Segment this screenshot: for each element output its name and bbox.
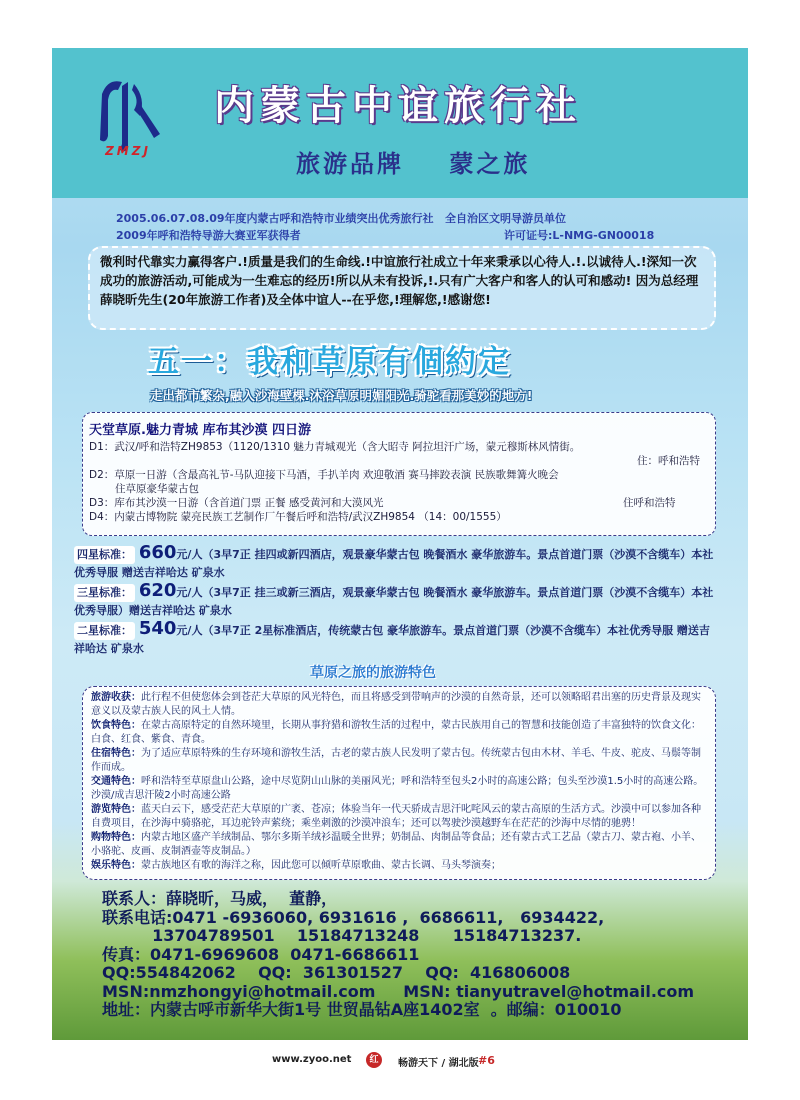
day-label: D4：	[89, 511, 115, 523]
day-label: D3：	[89, 497, 115, 509]
package-unit: 元/人	[176, 624, 203, 637]
intro-text: 微利时代靠实力赢得客户.!质量是我们的生命线.!中谊旅行社成立十年来秉承以心待人.!.以诚待人.!深知一次成功的旅游活动,可能成为一生难忘的经历!所以从未有投诉,!.只有广大客户和客人的认可和感动! 因为总经理薛晓昕先生(20年旅游工作者)及全体中谊人--在乎您,!理解您,!感谢您!	[100, 254, 699, 307]
contact-phone: 联系电话:0471 -6936060, 6931616 , 6686611, 6934422,	[102, 907, 605, 927]
package-four-star	[74, 544, 714, 582]
day-text: 草原一日游（含最高礼节-马队迎接下马酒，手扒羊肉 欢迎敬酒 赛马摔跤表演 民族歌舞篝火晚会	[114, 469, 559, 481]
feature-label: 住宿特色：	[91, 748, 141, 759]
flyer-page	[52, 48, 748, 1040]
itinerary-day	[89, 439, 580, 454]
feature-text: 在蒙古高原特定的自然环境里，长期从事狩猎和游牧生活的过程中，蒙古民族用自己的智慧和技能创造了丰富独特的饮食文化：白食、红食、紫食、青食。	[91, 720, 701, 745]
award-line-2: 2009年呼和浩特导游大赛亚军获得者	[116, 229, 301, 242]
contact-people: 联系人：薛晓昕，马威， 董静，	[102, 889, 338, 908]
package-price: 660	[138, 542, 177, 563]
feature-item	[91, 747, 707, 775]
itinerary-day-stay: 住草原豪华蒙古包	[115, 483, 199, 495]
feature-item	[91, 719, 707, 747]
contact-address: 地址：内蒙古呼市新华大街1号 世贸晶钻A座1402室 。邮编：010010	[102, 1000, 622, 1019]
package-two-star	[74, 620, 714, 658]
package-price: 620	[138, 580, 177, 601]
feature-item	[91, 859, 707, 873]
promo-title: 五一：我和草原有個約定	[148, 344, 511, 380]
features-box	[82, 686, 716, 880]
feature-item	[91, 831, 707, 859]
footer-red-icon: 红	[366, 1052, 382, 1068]
header-band	[52, 48, 748, 198]
license-number: 许可证号:L-NMG-GN00018	[504, 229, 655, 242]
package-tag: 三星标准：	[74, 584, 135, 602]
feature-item	[91, 803, 707, 831]
feature-text: 蓝天白云下，感受茫茫大草原的广袤、苍凉；体验当年一代天骄成吉思汗叱咤风云的蒙古高原的生活方式。沙漠中可以参加各种自费项目，在沙海中骑骆驼，耳边驼铃声萦绕；乘坐刺激的沙漠冲浪车；还可以驾驶沙漠越野车在茫茫的沙海中尽情的驰骋！	[91, 804, 701, 829]
contact-msn: MSN:nmzhongyi@hotmail.com MSN: tianyutravel@hotmail.com	[102, 981, 695, 1001]
feature-item	[91, 691, 707, 719]
day-text: 武汉/呼和浩特ZH9853（1120/1310 魅力青城观光（含大昭寺 阿拉坦汗广场，蒙元穆斯林风情街。	[114, 441, 581, 453]
feature-text: 内蒙古地区盛产羊绒制品、鄂尔多斯羊绒衫温暖全世界；奶制品、肉制品等食品；还有蒙古式工艺品（蒙古刀、蒙古袍、小羊、小骆驼、皮画、皮制酒壶等皮制品。）	[91, 832, 701, 857]
promo-subtitle: 走出都市繁杂,融入沙海壁棵.沐浴草原明媚阳光.骑驼看那美妙的地方!	[150, 388, 533, 403]
itinerary-day	[89, 467, 559, 482]
feature-text: 此行程不但使您体会到苍茫大草原的风光特色，而且将感受到带响声的沙漠的自然奇景，还可以领略昭君出塞的历史背景及现实意义以及蒙古族人民的风土人情。	[91, 692, 701, 717]
intro-box	[88, 246, 716, 330]
page-footer	[0, 1050, 800, 1080]
feature-text: 蒙古族地区有歌的海洋之称，因此您可以倾听草原歌曲、蒙古长调、马头琴演奏；	[141, 860, 501, 871]
day-label: D2：	[89, 469, 115, 481]
feature-label: 饮食特色：	[91, 720, 141, 731]
contact-mobile: 13704789501 15184713248 15184713237.	[102, 926, 582, 945]
feature-text: 为了适应草原特殊的生存环境和游牧生活，古老的蒙古族人民发明了蒙古包。传统蒙古包由木材、羊毛、牛皮、驼皮、马鬃等制作而成。	[91, 748, 701, 773]
footer-publication: 畅游天下 / 湖北版	[398, 1058, 479, 1069]
contact-fax: 传真：0471-6969608 0471-6686611	[102, 944, 420, 964]
brand-slogan: 旅游品牌 蒙之旅	[296, 149, 531, 178]
day-text: 内蒙古博物院 蒙亮民族工艺制作厂午餐后呼和浩特/武汉ZH9854 （14：00/1555）	[114, 511, 507, 523]
logo-wordmark: ZMZJ	[105, 144, 151, 158]
feature-label: 购物特色：	[91, 832, 141, 843]
day-label: D1：	[89, 441, 115, 453]
itinerary-day	[89, 495, 383, 510]
contact-block	[102, 890, 742, 1020]
feature-label: 娱乐特色：	[91, 860, 141, 871]
itinerary-day-stay: 住呼和浩特	[623, 497, 676, 509]
package-tag: 二星标准：	[74, 622, 135, 640]
feature-text: 呼和浩特至草原盘山公路，途中尽览阴山山脉的美丽风光；呼和浩特至包头2小时的高速公路；包头至沙漠1.5小时的高速公路。沙漠/成吉思汗陵2小时高速公路	[91, 776, 704, 801]
footer-website: www.zyoo.net	[272, 1054, 352, 1065]
feature-item	[91, 775, 707, 803]
itinerary-box	[82, 412, 716, 536]
itinerary-title: 天堂草原.魅力青城 库布其沙漠 四日游	[89, 423, 311, 438]
package-desc: （3早7正 挂三或新三酒店，观景豪华蒙古包 晚餐酒水 豪华旅游车。景点首道门票（沙漠不含缆车）本社优秀导服）赠送吉祥哈达 矿泉水	[74, 586, 714, 617]
feature-label: 游览特色：	[91, 804, 141, 815]
package-price: 540	[138, 618, 177, 639]
package-unit: 元/人	[176, 586, 203, 599]
itinerary-day	[89, 509, 507, 524]
feature-label: 旅游收获：	[91, 692, 141, 703]
package-desc: （3早7正 挂四或新四酒店，观景豪华蒙古包 晚餐酒水 豪华旅游车。景点首道门票（沙漠不含缆车）本社优秀导服 赠送吉祥哈达 矿泉水	[74, 548, 714, 579]
day-text: 库布其沙漠一日游（含首道门票 正餐 感受黄河和大漠风光	[114, 497, 384, 509]
features-title: 草原之旅的旅游特色	[310, 665, 436, 681]
feature-label: 交通特色：	[91, 776, 141, 787]
package-tag: 四星标准：	[74, 546, 135, 564]
package-unit: 元/人	[176, 548, 203, 561]
company-name: 内蒙古中谊旅行社	[214, 82, 582, 129]
package-desc: （3早7正 2星标准酒店，传统蒙古包 豪华旅游车。景点首道门票（沙漠不含缆车）本社优秀导服 赠送吉祥哈达 矿泉水	[74, 624, 710, 655]
contact-qq: QQ:554842062 QQ: 361301527 QQ: 416806008	[102, 963, 571, 982]
package-three-star	[74, 582, 714, 620]
footer-page-number: #6	[478, 1054, 495, 1067]
award-line-1: 2005.06.07.08.09年度内蒙古呼和浩特市业绩突出优秀旅行社 全自治区文明导游员单位	[116, 212, 567, 225]
itinerary-day-stay: 住：呼和浩特	[637, 455, 700, 467]
